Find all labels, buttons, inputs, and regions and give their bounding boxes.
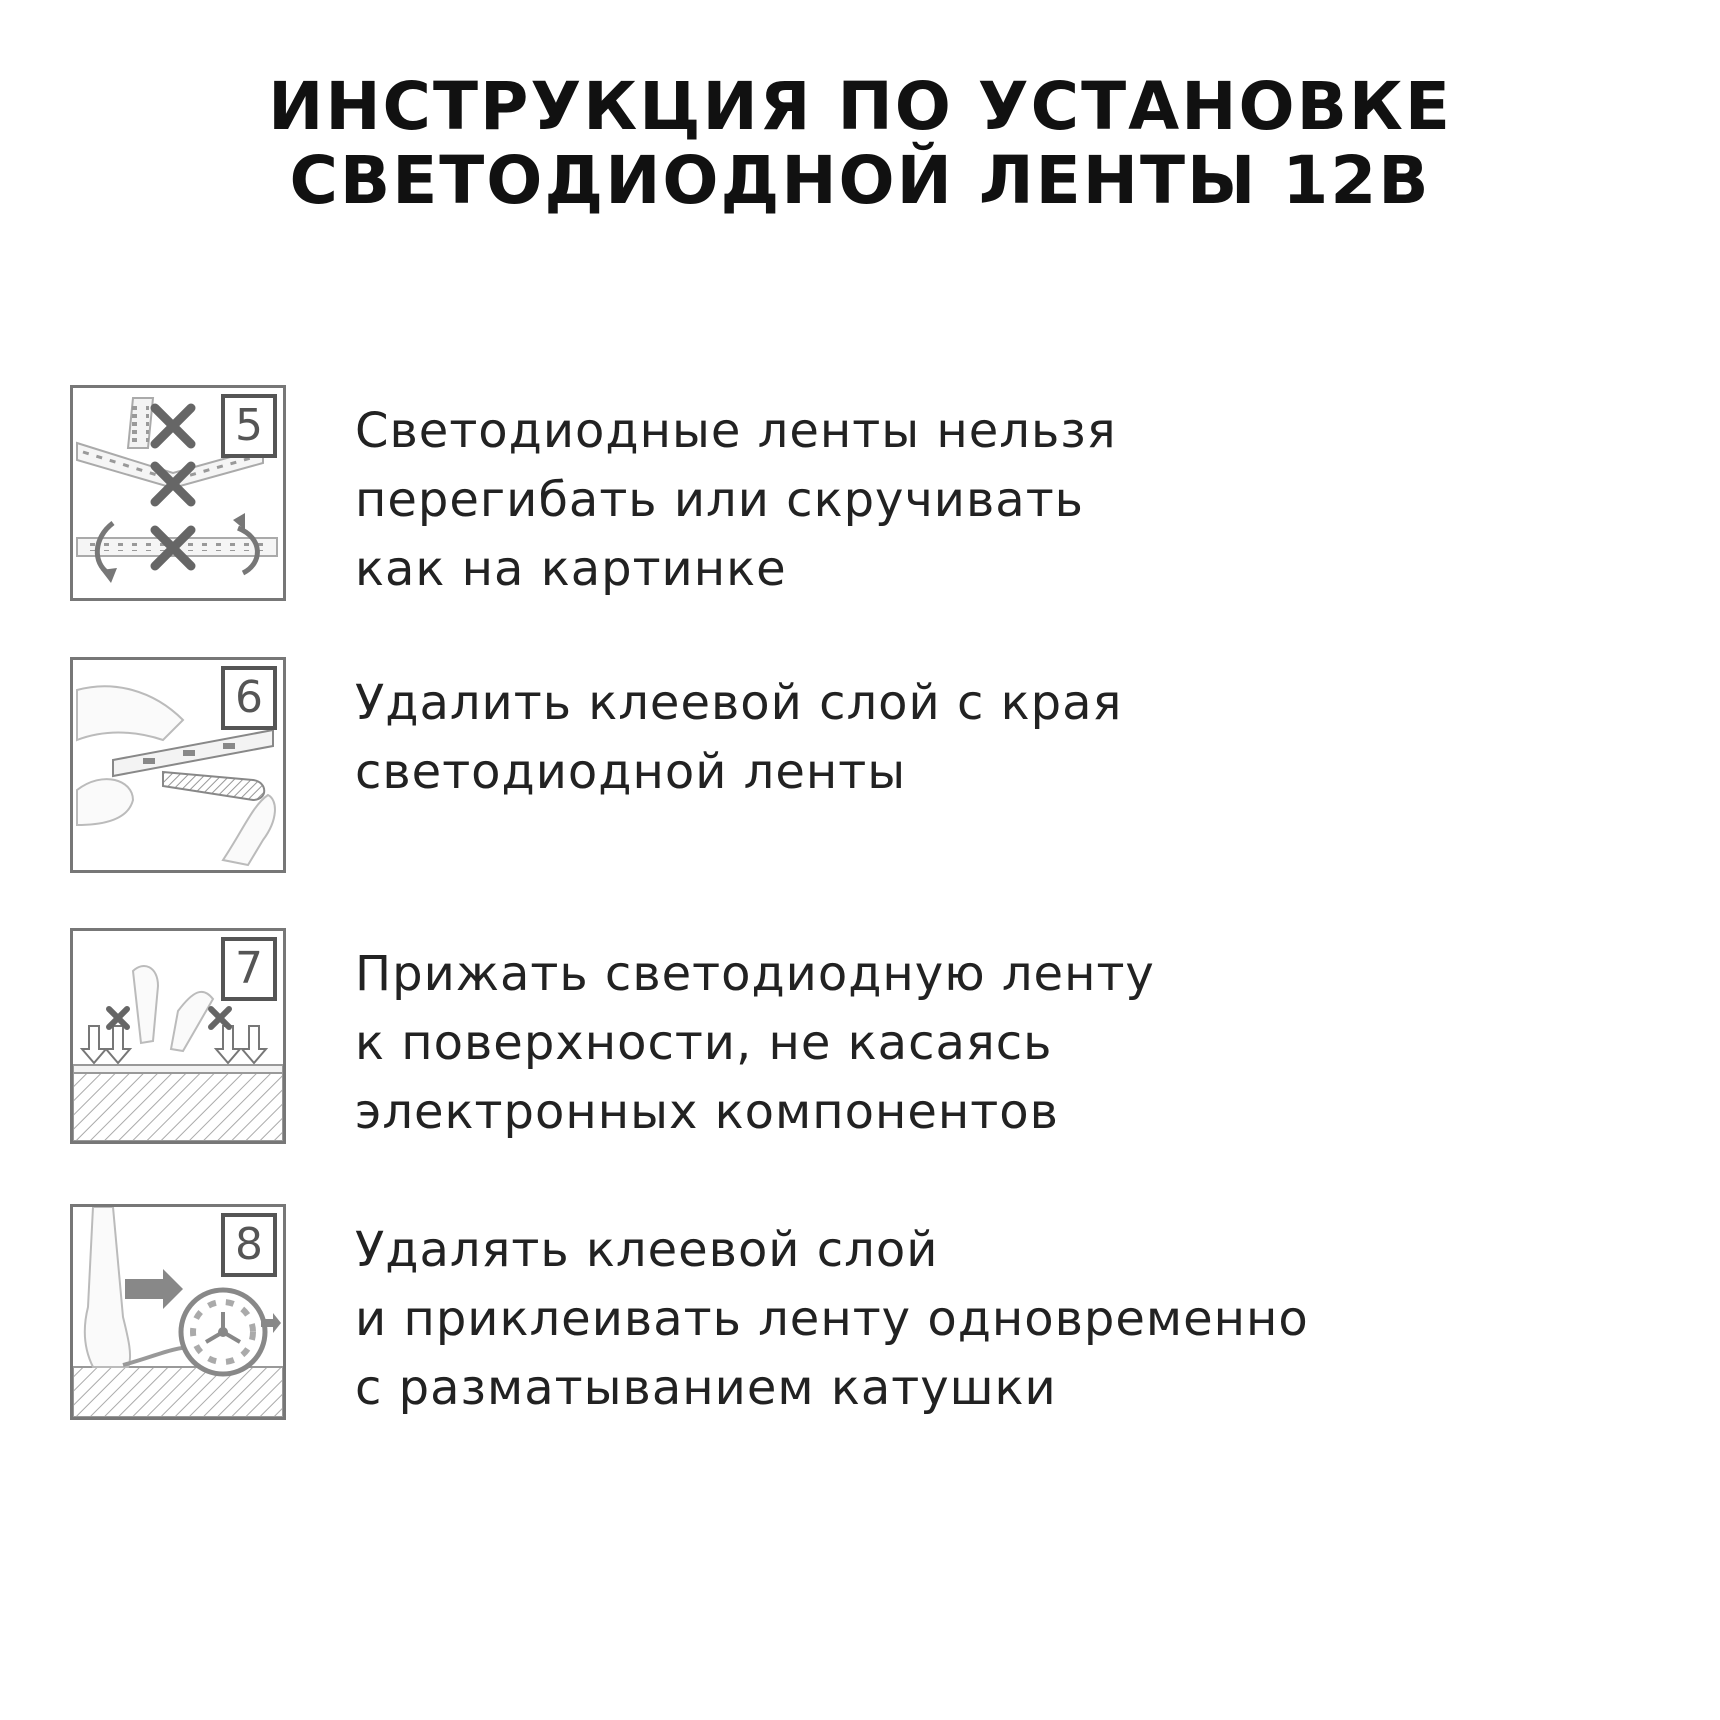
no-bend-twist-icon — [70, 385, 286, 601]
step-7 — [70, 928, 1670, 1148]
step-text-line: с разматыванием катушки — [355, 1360, 1057, 1416]
step-text-line: Светодиодные ленты нельзя — [355, 403, 1117, 459]
step-number-badge: 6 — [221, 666, 277, 730]
step-description — [355, 669, 1655, 807]
step-text-line: и приклеивать ленту одновременно — [355, 1291, 1309, 1347]
step-text-line: Удалять клеевой слой — [355, 1222, 939, 1278]
step-text-line: как на картинке — [355, 541, 787, 597]
step-text-line: к поверхности, не касаясь — [355, 1015, 1053, 1071]
page-title — [0, 70, 1720, 218]
step-text-line: перегибать или скручивать — [355, 472, 1084, 528]
step-text-line: Удалить клеевой слой с края — [355, 675, 1123, 731]
step-5 — [70, 385, 1670, 605]
step-number-badge: 8 — [221, 1213, 277, 1277]
step-number-badge: 5 — [221, 394, 277, 458]
step-text-line: электронных компонентов — [355, 1084, 1059, 1140]
step-8 — [70, 1204, 1670, 1424]
step-text-line: светодиодной ленты — [355, 744, 907, 800]
press-strip-icon — [70, 928, 286, 1144]
step-description — [355, 940, 1655, 1147]
step-number-badge: 7 — [221, 937, 277, 1001]
title-line-1: ИНСТРУКЦИЯ ПО УСТАНОВКЕ — [268, 68, 1452, 145]
title-line-2: СВЕТОДИОДНОЙ ЛЕНТЫ 12В — [289, 142, 1431, 219]
step-description — [355, 397, 1655, 604]
peel-adhesive-icon — [70, 657, 286, 873]
step-description — [355, 1216, 1655, 1423]
step-text-line: Прижать светодиодную ленту — [355, 946, 1155, 1002]
unroll-reel-icon — [70, 1204, 286, 1420]
step-6 — [70, 657, 1670, 877]
